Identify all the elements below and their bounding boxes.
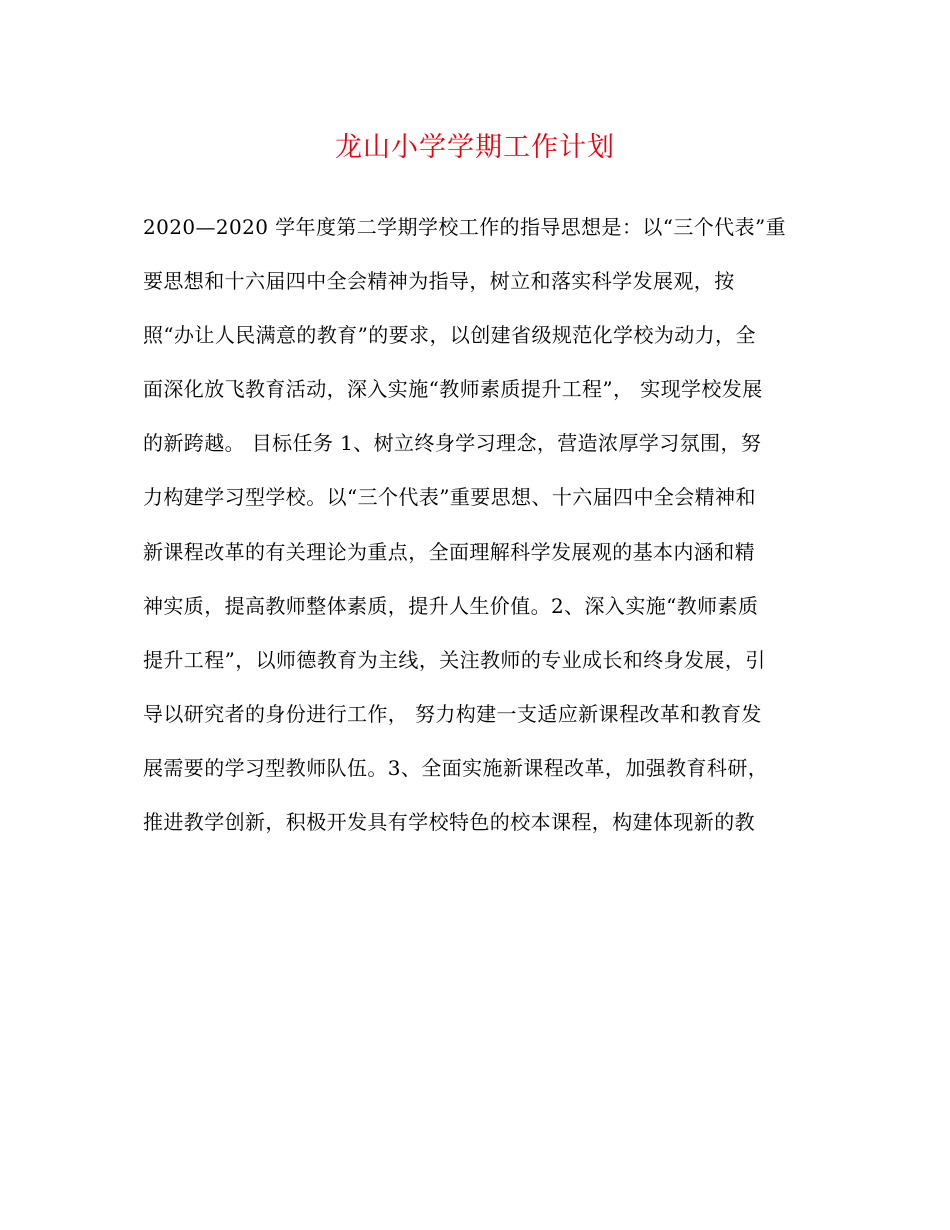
body-line: 展需要的学习型教师队伍。3、全面实施新课程改革，加强教育科研，: [143, 755, 769, 780]
body-line: 推进教学创新，积极开发具有学校特色的校本课程，构建体现新的教: [143, 810, 755, 835]
body-line: 2020—2020 学年度第二学期学校工作的指导思想是：以“三个代表”重: [143, 215, 787, 239]
body-line: 导以研究者的身份进行工作， 努力构建一支适应新课程改革和教育发: [143, 701, 762, 726]
document-title: 龙山小学学期工作计划: [335, 132, 615, 163]
body-line: 新课程改革的有关理论为重点，全面理解科学发展观的基本内涵和精: [143, 539, 755, 564]
body-line: 提升工程”，以师德教育为主线，关注教师的专业成长和终身发展，引: [143, 647, 766, 672]
body-line: 要思想和十六届四中全会精神为指导，树立和落实科学发展观，按: [143, 269, 735, 294]
body-line: 的新跨越。 目标任务 1、树立终身学习理念，营造浓厚学习氛围，努: [143, 431, 762, 456]
document-body: [143, 212, 823, 861]
body-line: 力构建学习型学校。以“三个代表”重要思想、十六届四中全会精神和: [143, 485, 756, 510]
body-line: 神实质，提高教师整体素质，提升人生价值。2、深入实施“教师素质: [143, 593, 759, 618]
body-line: 照“办让人民满意的教育”的要求，以创建省级规范化学校为动力，全: [143, 323, 756, 348]
body-line: 面深化放飞教育活动，深入实施“教师素质提升工程”， 实现学校发展: [143, 377, 763, 402]
